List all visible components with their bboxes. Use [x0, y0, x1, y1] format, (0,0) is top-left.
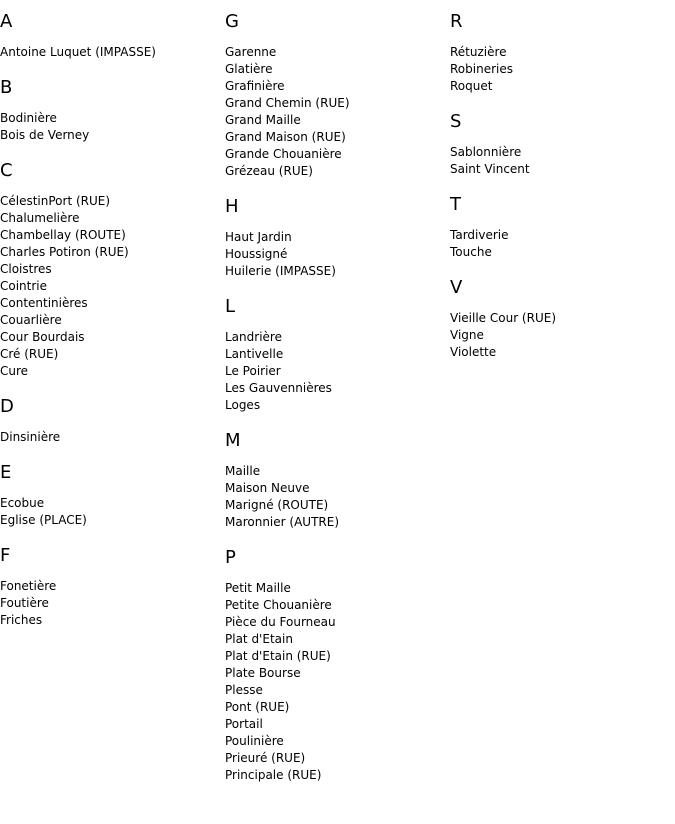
street-link[interactable]: Plat d'Etain	[225, 632, 293, 646]
street-link[interactable]: Le Poirier	[225, 364, 281, 378]
street-index-column-3	[450, 10, 670, 376]
street-list	[450, 144, 670, 178]
letter-heading: H	[225, 196, 239, 217]
street-link[interactable]: Petite Chouanière	[225, 598, 332, 612]
street-list	[225, 580, 445, 784]
street-link[interactable]: Portail	[225, 717, 263, 731]
street-link[interactable]: Tardiverie	[450, 228, 509, 242]
letter-group	[225, 546, 445, 784]
street-link[interactable]: Grézeau (RUE)	[225, 164, 313, 178]
street-link[interactable]: Cloistres	[0, 262, 52, 276]
street-link[interactable]: Chambellay (ROUTE)	[0, 228, 126, 242]
street-link[interactable]: Couarlière	[0, 313, 62, 327]
street-link[interactable]: Violette	[450, 345, 497, 359]
street-list	[0, 495, 220, 529]
letter-heading: E	[0, 462, 12, 483]
street-link[interactable]: Contentinières	[0, 296, 88, 310]
street-link[interactable]: Cour Bourdais	[0, 330, 85, 344]
street-list	[0, 193, 220, 380]
letter-heading: M	[225, 430, 241, 451]
street-link[interactable]: Plat d'Etain (RUE)	[225, 649, 331, 663]
street-link[interactable]: Antoine Luquet (IMPASSE)	[0, 45, 156, 59]
street-link[interactable]: Robineries	[450, 62, 513, 76]
street-link[interactable]: Touche	[450, 245, 492, 259]
street-list	[450, 310, 670, 361]
street-link[interactable]: Charles Potiron (RUE)	[0, 245, 129, 259]
street-link[interactable]: Grafinière	[225, 79, 285, 93]
street-list	[225, 44, 445, 180]
street-link[interactable]: Rétuzière	[450, 45, 507, 59]
letter-group	[0, 159, 220, 380]
street-link[interactable]: Haut Jardin	[225, 230, 292, 244]
street-link[interactable]: Foutière	[0, 596, 49, 610]
street-list	[0, 44, 220, 61]
letter-heading: T	[450, 194, 461, 215]
letter-heading: F	[0, 545, 11, 566]
street-list	[225, 329, 445, 414]
letter-group	[225, 195, 445, 280]
letter-heading: G	[225, 11, 239, 32]
street-link[interactable]: Sablonnière	[450, 145, 522, 159]
street-link[interactable]: CélestinPort (RUE)	[0, 194, 111, 208]
street-link[interactable]: Grande Chouanière	[225, 147, 342, 161]
street-index-column-1	[0, 10, 220, 644]
street-link[interactable]: Lantivelle	[225, 347, 284, 361]
letter-heading: R	[450, 11, 463, 32]
letter-group	[450, 110, 670, 178]
street-link[interactable]: Loges	[225, 398, 261, 412]
street-link[interactable]: Cointrie	[0, 279, 48, 293]
street-link[interactable]: Maille	[225, 464, 261, 478]
letter-heading: V	[450, 277, 463, 298]
street-link[interactable]: Pont (RUE)	[225, 700, 290, 714]
letter-group	[450, 276, 670, 361]
street-link[interactable]: Principale (RUE)	[225, 768, 322, 782]
street-link[interactable]: Eglise (PLACE)	[0, 513, 87, 527]
street-link[interactable]: Marigné (ROUTE)	[225, 498, 329, 512]
street-list	[0, 429, 220, 446]
street-link[interactable]: Bodinière	[0, 111, 57, 125]
letter-group	[450, 193, 670, 261]
street-link[interactable]: Ecobue	[0, 496, 45, 510]
letter-group	[225, 429, 445, 531]
street-link[interactable]: Cré (RUE)	[0, 347, 59, 361]
street-list	[225, 463, 445, 531]
letter-heading: C	[0, 160, 13, 181]
letter-heading: B	[0, 77, 13, 98]
street-link[interactable]: Garenne	[225, 45, 277, 59]
street-link[interactable]: Petit Maille	[225, 581, 291, 595]
letter-heading: S	[450, 111, 462, 132]
street-link[interactable]: Houssigné	[225, 247, 288, 261]
street-link[interactable]: Maronnier (AUTRE)	[225, 515, 339, 529]
letter-group	[0, 544, 220, 629]
letter-heading: P	[225, 547, 236, 568]
letter-heading: D	[0, 396, 14, 417]
street-link[interactable]: Dinsinière	[0, 430, 61, 444]
street-link[interactable]: Les Gauvennières	[225, 381, 332, 395]
street-link[interactable]: Glatière	[225, 62, 273, 76]
letter-heading: L	[225, 296, 236, 317]
street-list	[0, 110, 220, 144]
street-link[interactable]: Grand Chemin (RUE)	[225, 96, 350, 110]
letter-group	[0, 395, 220, 446]
street-link[interactable]: Grand Maison (RUE)	[225, 130, 346, 144]
street-link[interactable]: Pièce du Fourneau	[225, 615, 336, 629]
street-link[interactable]: Huilerie (IMPASSE)	[225, 264, 336, 278]
street-link[interactable]: Maison Neuve	[225, 481, 310, 495]
letter-group	[0, 461, 220, 529]
street-link[interactable]: Poulinière	[225, 734, 284, 748]
street-link[interactable]: Roquet	[450, 79, 493, 93]
street-list	[225, 229, 445, 280]
street-link[interactable]: Friches	[0, 613, 43, 627]
letter-group	[225, 295, 445, 414]
street-link[interactable]: Plate Bourse	[225, 666, 301, 680]
street-index-column-2	[225, 10, 445, 799]
street-link[interactable]: Grand Maille	[225, 113, 301, 127]
letter-group	[0, 76, 220, 144]
street-list	[450, 44, 670, 95]
street-list	[0, 578, 220, 629]
letter-group	[0, 10, 220, 61]
letter-group	[450, 10, 670, 95]
street-link[interactable]: Vieille Cour (RUE)	[450, 311, 557, 325]
street-link[interactable]: Chalumelière	[0, 211, 80, 225]
letter-group	[225, 10, 445, 180]
letter-heading: A	[0, 11, 13, 32]
street-link[interactable]: Landrière	[225, 330, 282, 344]
street-link[interactable]: Vigne	[450, 328, 484, 342]
street-list	[450, 227, 670, 261]
street-link[interactable]: Saint Vincent	[450, 162, 530, 176]
street-link[interactable]: Bois de Verney	[0, 128, 90, 142]
street-link[interactable]: Fonetière	[0, 579, 57, 593]
street-link[interactable]: Prieuré (RUE)	[225, 751, 306, 765]
street-link[interactable]: Cure	[0, 364, 29, 378]
street-link[interactable]: Plesse	[225, 683, 263, 697]
